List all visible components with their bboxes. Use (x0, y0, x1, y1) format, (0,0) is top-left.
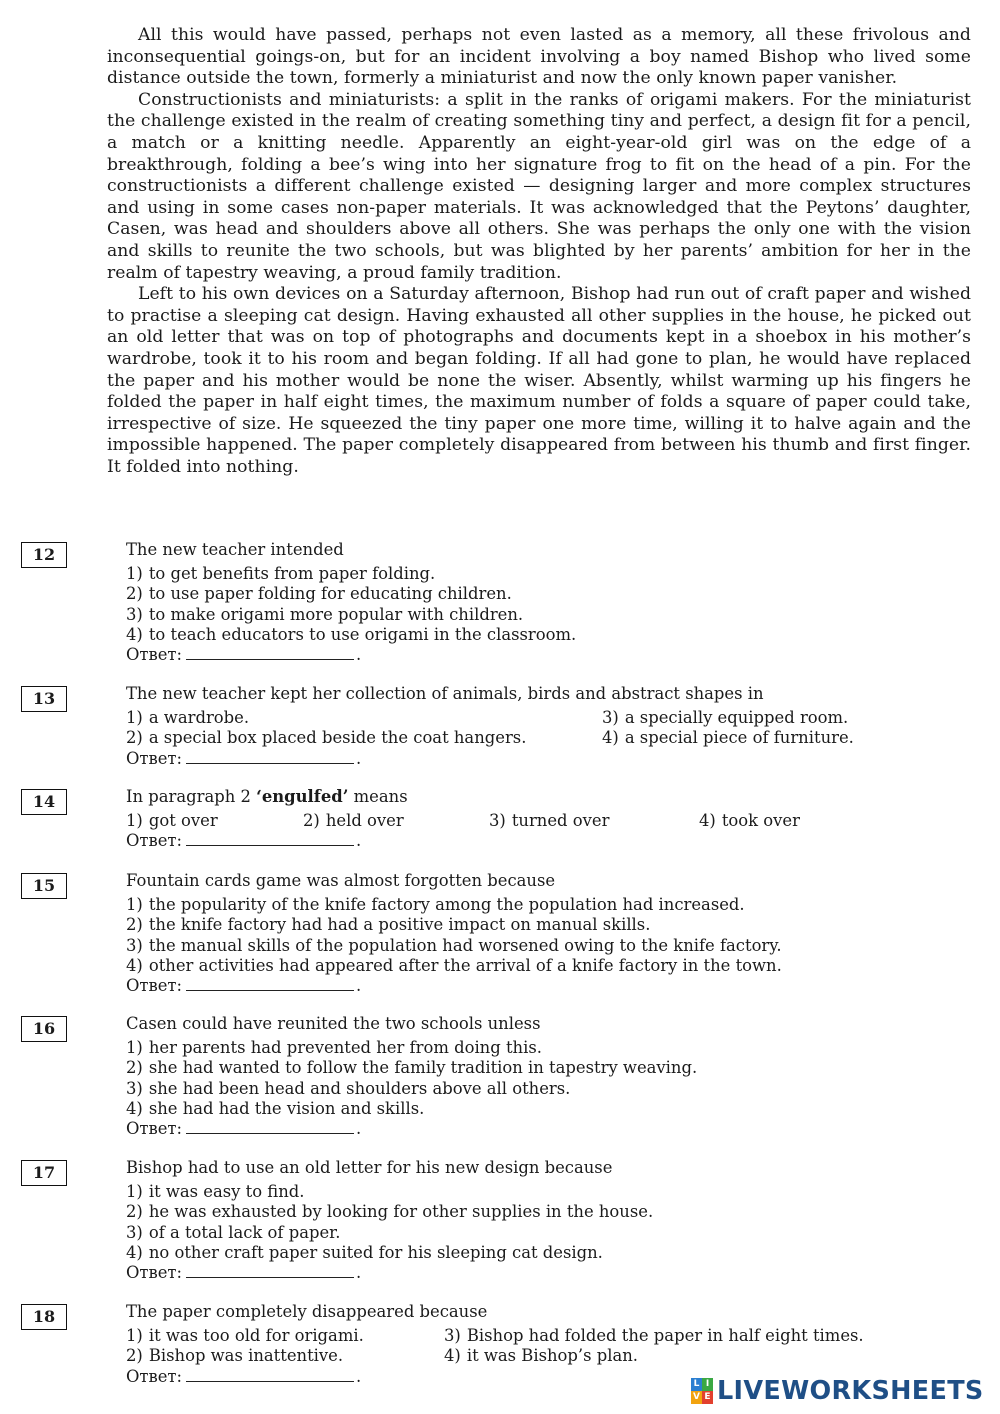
question-stem: Bishop had to use an old letter for his new design because (126, 1158, 613, 1177)
answer-row: Ответ: . (126, 1119, 362, 1139)
answer-label: Ответ: (126, 748, 183, 768)
answer-option: 4) a special piece of furniture. (602, 728, 854, 748)
question-number: 16 (21, 1016, 67, 1042)
answer-row: Ответ: . (126, 831, 362, 851)
answer-option: 2) Bishop was inattentive. (126, 1346, 344, 1366)
liveworksheets-logo-icon (691, 1378, 713, 1404)
reading-passage (107, 25, 971, 478)
logo-tile: E (702, 1391, 713, 1404)
answer-option: 1) to get benefits from paper folding. (126, 564, 436, 584)
question-stem: Casen could have reunited the two schools unless (126, 1014, 541, 1033)
answer-field[interactable] (186, 831, 354, 846)
answer-option: 1) it was too old for origami. (126, 1326, 364, 1346)
answer-input[interactable] (186, 1266, 354, 1282)
answer-option: 4) to teach educators to use origami in the classroom. (126, 624, 577, 644)
answer-input[interactable] (186, 1122, 354, 1138)
question-number: 12 (21, 542, 67, 568)
answer-label: Ответ: (126, 1366, 183, 1386)
answer-field[interactable] (186, 976, 354, 991)
question-number: 14 (21, 789, 67, 815)
answer-option: 2) the knife factory had had a positive impact on manual skills. (126, 915, 651, 935)
answer-input[interactable] (186, 979, 354, 995)
answer-option: 4) took over (699, 811, 800, 831)
question-number: 18 (21, 1304, 67, 1330)
answer-label: Ответ: (126, 976, 183, 996)
answer-input[interactable] (186, 752, 354, 768)
question-stem: Fountain cards game was almost forgotten because (126, 871, 556, 890)
answer-row: Ответ: . (126, 645, 362, 665)
answer-option: 3) Bishop had folded the paper in half eight times. (444, 1326, 864, 1346)
answer-field[interactable] (186, 1263, 354, 1278)
answer-option: 2) a special box placed beside the coat hangers. (126, 728, 527, 748)
answer-option: 2) he was exhausted by looking for other supplies in the house. (126, 1202, 654, 1222)
answer-option: 1) got over (126, 811, 218, 831)
passage-paragraph: All this would have passed, perhaps not even lasted as a memory, all these frivolous and inconsequential goings-on, but for an incident involving a boy named Bishop who lived some distance outside the town, formerly a miniaturist and now the only known paper vanisher. (107, 25, 971, 89)
answer-option: 1) it was easy to find. (126, 1182, 305, 1202)
answer-option: 3) to make origami more popular with children. (126, 604, 524, 624)
question-stem: The new teacher kept her collection of animals, birds and abstract shapes in (126, 684, 764, 703)
question-number: 15 (21, 873, 67, 899)
answer-option: 1) a wardrobe. (126, 708, 250, 728)
answer-option: 4) no other craft paper suited for his sleeping cat design. (126, 1242, 603, 1262)
answer-field[interactable] (186, 749, 354, 764)
question-number: 17 (21, 1160, 67, 1186)
question-stem: In paragraph 2 ‘engulfed’ means (126, 787, 408, 806)
answer-option: 2) held over (303, 811, 404, 831)
answer-input[interactable] (186, 834, 354, 850)
answer-option: 1) the popularity of the knife factory among the population had increased. (126, 895, 745, 915)
answer-option: 4) other activities had appeared after the arrival of a knife factory in the town. (126, 955, 782, 975)
answer-row: Ответ: . (126, 1263, 362, 1283)
question-number: 13 (21, 686, 67, 712)
logo-tile: I (702, 1378, 713, 1391)
answer-input[interactable] (186, 1370, 354, 1386)
answer-option: 2) she had wanted to follow the family tradition in tapestry weaving. (126, 1058, 698, 1078)
passage-paragraph: Constructionists and miniaturists: a split in the ranks of origami makers. For the miniaturist the challenge existed in the realm of creating something tiny and perfect, a design fit for a pencil, a match or a knitting needle. Apparently an eight-year-old girl was on the edge of a breakthrough, folding a bee’s wing into her signature frog to fit on the head of a pin. For the constructionists a different challenge existed — designing larger and more complex structures and using in some cases non-paper materials. It was acknowledged that the Peytons’ daughter, Casen, was head and shoulders above all others. She was perhaps the only one with the vision and skills to reunite the two schools, but was blighted by her parents’ ambition for her in the realm of tapestry weaving, a proud family tradition. (107, 89, 971, 283)
liveworksheets-logo[interactable] (691, 1375, 984, 1407)
answer-option: 2) to use paper folding for educating children. (126, 584, 512, 604)
answer-option: 1) her parents had prevented her from doing this. (126, 1038, 542, 1058)
answer-label: Ответ: (126, 1119, 183, 1139)
answer-option: 4) it was Bishop’s plan. (444, 1346, 639, 1366)
answer-field[interactable] (186, 1119, 354, 1134)
answer-option: 3) she had been head and shoulders above all others. (126, 1078, 571, 1098)
answer-label: Ответ: (126, 1263, 183, 1283)
answer-option: 3) the manual skills of the population had worsened owing to the knife factory. (126, 935, 782, 955)
answer-field[interactable] (186, 645, 354, 660)
question-stem: The paper completely disappeared because (126, 1302, 488, 1321)
logo-text: LIVEWORKSHEETS (717, 1376, 984, 1406)
answer-row: Ответ: . (126, 748, 362, 768)
answer-option: 3) turned over (489, 811, 610, 831)
answer-option: 3) a specially equipped room. (602, 708, 849, 728)
answer-label: Ответ: (126, 645, 183, 665)
answer-label: Ответ: (126, 831, 183, 851)
answer-row: Ответ: . (126, 976, 362, 996)
answer-field[interactable] (186, 1367, 354, 1382)
logo-tile: L (691, 1378, 702, 1391)
passage-paragraph: Left to his own devices on a Saturday afternoon, Bishop had run out of craft paper and wished to practise a sleeping cat design. Having exhausted all other supplies in the house, he picked out an old letter that was on top of photographs and documents kept in a shoebox in his mother’s wardrobe, took it to his room and began folding. If all had gone to plan, he would have replaced the paper and his mother would be none the wiser. Absently, whilst warming up his fingers he folded the paper in half eight times, the maximum number of folds a square of paper could take, irrespective of size. He squeezed the tiny paper one more time, willing it to halve again and the impossible happened. The paper completely disappeared from between his thumb and first finger. It folded into nothing. (107, 284, 971, 477)
logo-tile: V (691, 1391, 702, 1404)
question-stem: The new teacher intended (126, 540, 344, 559)
answer-row: Ответ: . (126, 1366, 362, 1386)
target-word: ‘engulfed’ (256, 787, 349, 806)
answer-input[interactable] (186, 648, 354, 664)
answer-option: 4) she had had the vision and skills. (126, 1098, 425, 1118)
answer-option: 3) of a total lack of paper. (126, 1222, 341, 1242)
